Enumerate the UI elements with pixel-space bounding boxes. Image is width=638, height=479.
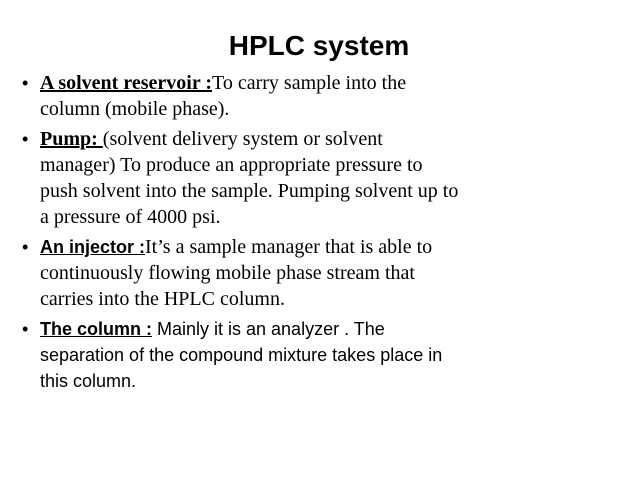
- bullet-line: column (mobile phase).: [40, 98, 230, 120]
- bullet-line: [40, 70, 580, 96]
- bullet-dot: •: [22, 73, 29, 93]
- bullet-dot: •: [22, 319, 29, 339]
- bullet-line: manager) To produce an appropriate pressure to: [40, 154, 423, 176]
- bullet-line: this column.: [40, 371, 137, 391]
- bullet-text: (solvent delivery system or solvent: [102, 128, 383, 150]
- bullet-list: [20, 70, 580, 398]
- bullet-column: [20, 316, 580, 394]
- bullet-line: push solvent into the sample. Pumping solvent up to: [40, 180, 459, 202]
- bullet-label: Pump:: [40, 128, 103, 150]
- bullet-line: [40, 234, 580, 260]
- bullet-line: continuously flowing mobile phase stream that: [40, 262, 415, 284]
- bullet-dot: •: [22, 129, 29, 149]
- bullet-label: A solvent reservoir :: [40, 72, 213, 94]
- bullet-text: Mainly it is an analyzer . The: [152, 319, 385, 339]
- slide-title: HPLC system: [228, 30, 410, 61]
- bullet-label: An injector :: [40, 237, 146, 257]
- bullet-text: To carry sample into the: [212, 72, 407, 94]
- bullet-line: [40, 126, 580, 152]
- bullet-line: separation of the compound mixture takes place in: [40, 345, 443, 365]
- bullet-label: The column :: [40, 319, 152, 339]
- bullet-text: It’s a sample manager that is able to: [145, 236, 433, 258]
- bullet-line: a pressure of 4000 psi.: [40, 206, 221, 228]
- bullet-pump: [20, 126, 580, 230]
- bullet-line: [40, 316, 580, 342]
- bullet-solvent-reservoir: [20, 70, 580, 122]
- bullet-injector: [20, 234, 580, 312]
- bullet-dot: •: [22, 237, 29, 257]
- bullet-line: carries into the HPLC column.: [40, 288, 285, 310]
